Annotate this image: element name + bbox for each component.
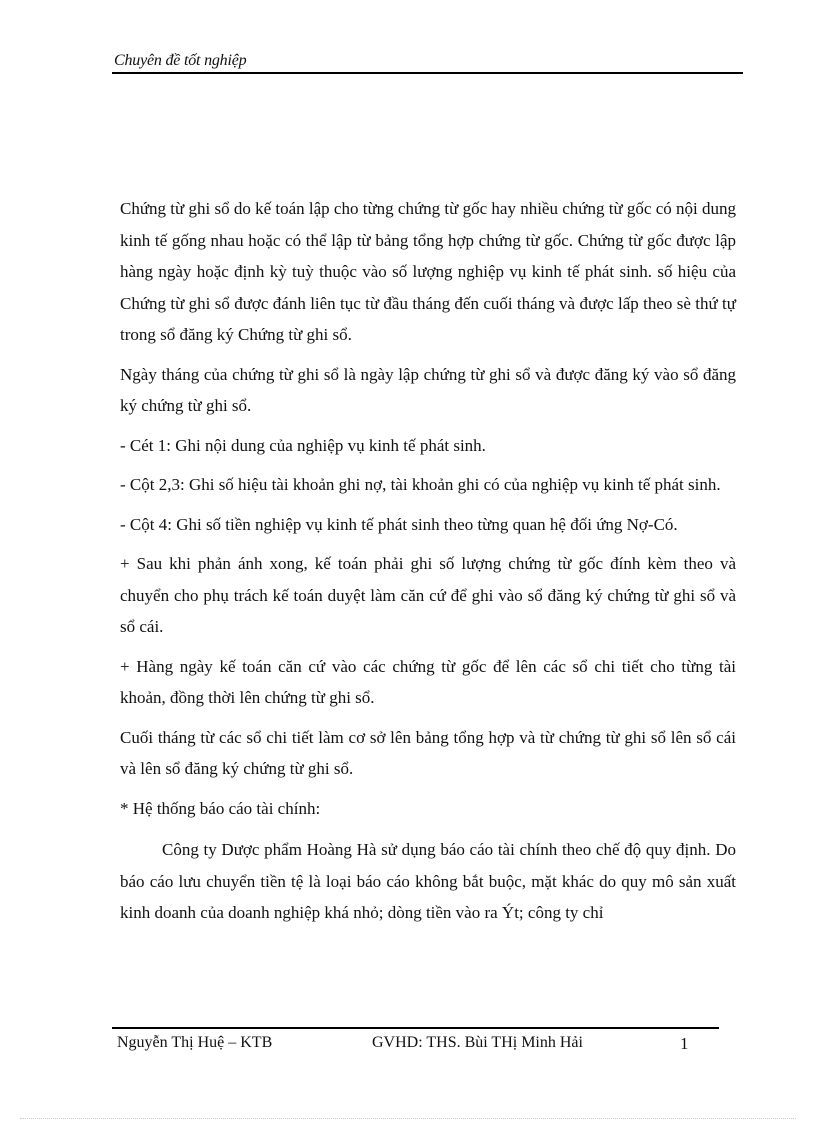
paragraph: Ngày tháng của chứng từ ghi sổ là ngày lập chứng từ ghi sổ và được đăng ký vào sổ đăng ký chứng từ ghi sổ. [120,364,736,415]
paragraph: - Cét 1: Ghi nội dung của nghiệp vụ kinh tế phát sinh. [120,435,486,455]
paragraph: Cuối tháng từ các sổ chi tiết làm cơ sở lên bảng tổng hợp và từ chứng từ ghi sổ lên sổ cái và lên sổ đăng ký chứng từ ghi sổ. [120,727,736,778]
page-number: 1 [680,1034,689,1053]
footer-divider [112,1027,719,1029]
header-title: Chuyên đề tốt nghiệp [114,52,247,69]
footer-advisor: GVHD: THS. Bùi THị Minh Hải [372,1034,583,1051]
paragraph: - Cột 4: Ghi số tiền nghiệp vụ kinh tế phát sinh theo từng quan hệ đối ứng Nợ-Có. [120,514,678,534]
paragraph: - Cột 2,3: Ghi số hiệu tài khoản ghi nợ, tài khoản ghi có của nghiệp vụ kinh tế phát sinh. [120,475,721,494]
footer-author: Nguyễn Thị Huệ – KTB [117,1034,273,1051]
section-heading: * Hệ thống báo cáo tài chính: [120,798,321,818]
header-divider [112,72,743,74]
paragraph: + Hàng ngày kế toán căn cứ vào các chứng từ gốc để lên các sổ chi tiết cho từng tài khoản, đồng thời lên chứng từ ghi sổ. [120,656,736,707]
document-body [120,193,736,937]
paragraph: + Sau khi phản ánh xong, kế toán phải ghi số lượng chứng từ gốc đính kèm theo và chuyển cho phụ trách kế toán duyệt làm căn cứ để ghi vào sổ đăng ký chứng từ ghi sổ và sổ cái. [120,554,736,636]
paragraph: Công ty Dược phẩm Hoàng Hà sử dụng báo cáo tài chính theo chế độ quy định. Do báo cáo lưu chuyển tiền tệ là loại báo cáo không bắt buộc, mặt khác do quy mô sản xuất kinh doanh của doanh nghiệp khá nhỏ; dòng tiền vào ra Ýt; công ty chỉ [120,840,736,922]
page-edge-line [20,1118,796,1119]
paragraph: Chứng từ ghi sổ do kế toán lập cho từng chứng từ gốc hay nhiều chứng từ gốc có nội dung kinh tế gống nhau hoặc có thể lập từ bảng tổng hợp chứng từ gốc. Chứng từ gốc được lập hàng ngày hoặc định kỳ tuỳ thuộc vào số lượng nghiệp vụ kinh tế phát sinh. số hiệu của Chứng từ ghi sổ được đánh liên tục từ đầu tháng đến cuối tháng và được lấp theo sè thứ tự trong sổ đăng ký Chứng từ ghi sổ. [120,199,736,344]
